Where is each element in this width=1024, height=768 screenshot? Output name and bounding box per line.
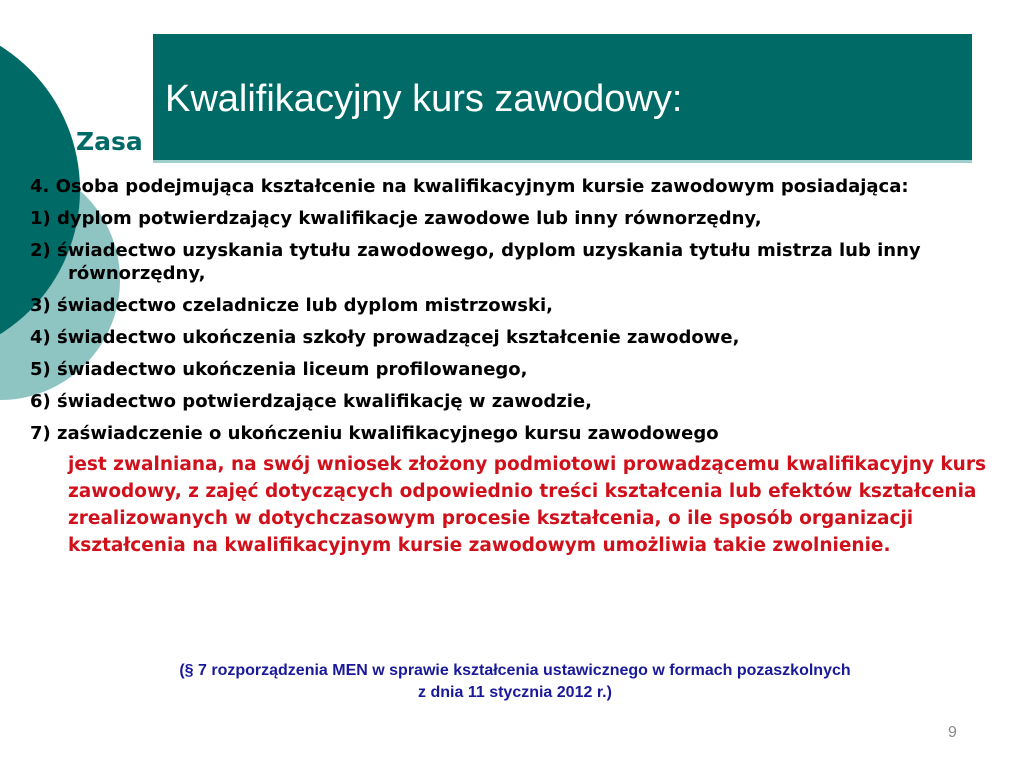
list-item: 7) zaświadczenie o ukończeniu kwalifikacyjnego kursu zawodowego <box>30 423 719 444</box>
citation-line-2: z dnia 11 stycznia 2012 r.) <box>418 684 612 701</box>
list-item: 2) świadectwo uzyskania tytułu zawodowego, dyplom uzyskania tytułu mistrza lub inny równorzędny, <box>30 240 921 284</box>
list-item: 4) świadectwo ukończenia szkoły prowadzącej kształcenie zawodowe, <box>30 327 740 348</box>
slide-body <box>30 175 990 559</box>
highlight-paragraph: jest zwalniana, na swój wniosek złożony podmiotowi prowadzącemu kwalifikacyjny kurs zawodowy, z zajęć dotyczących odpowiednio treści kształcenia lub efektów kształcenia zrealizowanych w dotychczasowym procesie kształcenia, o ile sposób organizacji kształcenia na kwalifikacyjnym kursie zawodowym umożliwia takie zwolnienie. <box>68 454 986 556</box>
list-item: 4. Osoba podejmująca kształcenie na kwalifikacyjnym kursie zawodowym posiadająca: <box>30 176 909 197</box>
list-item: 1) dyplom potwierdzający kwalifikacje zawodowe lub inny równorzędny, <box>30 208 762 229</box>
list-item: 6) świadectwo potwierdzające kwalifikację w zawodzie, <box>30 391 592 412</box>
list-item: 3) świadectwo czeladnicze lub dyplom mistrzowski, <box>30 295 553 316</box>
title-underline <box>153 160 972 163</box>
list-item: 5) świadectwo ukończenia liceum profilowanego, <box>30 359 528 380</box>
slide-title: Kwalifikacyjny kurs zawodowy: <box>165 78 683 120</box>
title-banner <box>153 34 972 160</box>
slide-subtitle: Zasa <box>76 127 143 156</box>
citation-line-1: (§ 7 rozporządzenia MEN w sprawie kształcenia ustawicznego w formach pozaszkolnych <box>179 662 851 679</box>
page-number: 9 <box>948 724 957 741</box>
citation <box>60 660 970 704</box>
